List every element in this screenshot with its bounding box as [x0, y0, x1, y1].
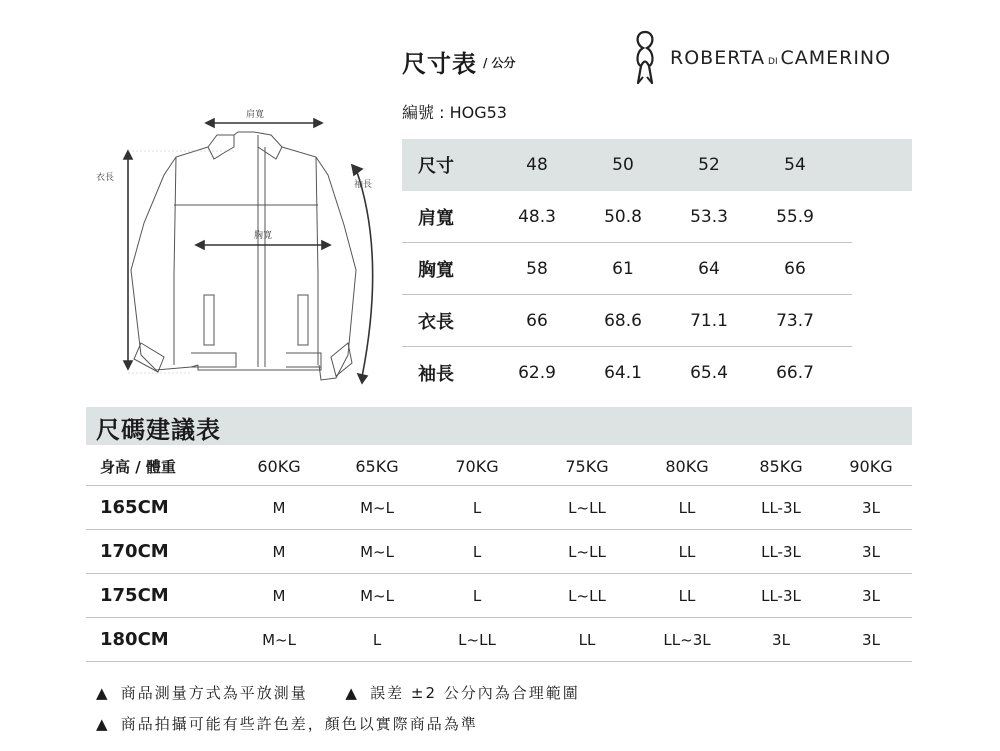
table-cell: LL-3L — [761, 542, 801, 561]
table-row — [86, 486, 912, 530]
table-cell: 53.3 — [690, 206, 728, 227]
table-cell: 66 — [784, 258, 806, 279]
row-label: 180CM — [100, 629, 169, 650]
table-cell: 3L — [862, 498, 880, 517]
table-cell: LL~3L — [663, 630, 711, 649]
table-row — [86, 530, 912, 574]
table-cell: L — [472, 498, 482, 517]
table-cell: 68.6 — [604, 310, 642, 331]
table-row — [86, 618, 912, 662]
row-label: 袖長 — [418, 363, 454, 385]
size-table — [402, 139, 912, 398]
size-header-cell: 48 — [526, 155, 548, 175]
table-cell: M~L — [360, 542, 394, 561]
table-cell: 3L — [772, 630, 790, 649]
note-text: 商品拍攝可能有些許色差，顏色以實際商品為準 — [120, 715, 478, 733]
recommendation-table — [86, 447, 912, 662]
table-cell: L — [472, 542, 482, 561]
chest-label: 胸寬 — [254, 231, 273, 241]
row-label: 衣長 — [418, 311, 454, 333]
table-cell: 71.1 — [690, 310, 728, 331]
table-cell: 65.4 — [690, 362, 728, 383]
table-cell: M~L — [262, 630, 296, 649]
brand-emblem-icon — [632, 30, 658, 85]
brand-name — [670, 47, 891, 69]
table-cell: 62.9 — [518, 362, 556, 383]
table-cell: M — [272, 542, 286, 561]
table-cell: 73.7 — [776, 310, 814, 331]
brand-name-di: DI — [765, 56, 781, 67]
header-cell: 70KG — [455, 456, 499, 476]
table-cell: M — [272, 586, 286, 605]
table-cell: L — [472, 586, 482, 605]
table-cell: 61 — [612, 258, 634, 279]
notes — [96, 678, 580, 740]
table-cell: LL — [578, 630, 596, 649]
header-cell: 65KG — [355, 456, 399, 476]
triangle-bullet-icon: ▲ — [96, 684, 110, 702]
size-table-header — [402, 139, 912, 191]
unit-label: / 公分 — [483, 56, 516, 70]
note-line — [96, 709, 580, 740]
table-row — [86, 574, 912, 618]
header-cell: 90KG — [849, 456, 893, 476]
table-cell: 3L — [862, 586, 880, 605]
header-label: 身高 / 體重 — [100, 457, 176, 476]
table-cell: LL — [678, 498, 696, 517]
table-cell: L~LL — [568, 498, 606, 517]
size-header-label: 尺寸 — [418, 156, 454, 177]
triangle-bullet-icon: ▲ — [345, 684, 359, 702]
header-cell: 60KG — [257, 456, 301, 476]
recommendation-header-row — [86, 447, 912, 486]
table-row — [402, 191, 852, 243]
table-cell: L~LL — [568, 542, 606, 561]
row-label: 胸寬 — [418, 259, 454, 281]
table-cell: 55.9 — [776, 206, 814, 227]
table-cell: 64 — [698, 258, 720, 279]
note-line — [96, 678, 580, 709]
table-cell: 3L — [862, 630, 880, 649]
length-label: 衣長 — [96, 173, 115, 183]
table-cell: LL-3L — [761, 586, 801, 605]
size-header-cell: 54 — [784, 155, 806, 175]
table-cell: 48.3 — [518, 206, 556, 227]
triangle-bullet-icon: ▲ — [96, 715, 110, 733]
table-row — [402, 295, 852, 347]
note-text: 商品測量方式為平放測量 — [120, 684, 308, 702]
table-cell: M~L — [360, 586, 394, 605]
table-cell: LL — [678, 542, 696, 561]
jacket-outline-icon — [86, 95, 396, 395]
size-header-cell: 52 — [698, 155, 720, 175]
row-label: 165CM — [100, 497, 169, 518]
table-cell: L~LL — [568, 586, 606, 605]
header-cell: 80KG — [665, 456, 709, 476]
note-text: 誤差 ±2 公分內為合理範圍 — [370, 684, 580, 702]
table-cell: LL — [678, 586, 696, 605]
header-cell: 85KG — [759, 456, 803, 476]
table-cell: L — [372, 630, 382, 649]
shoulder-label: 肩寬 — [246, 110, 265, 120]
table-cell: L~LL — [458, 630, 496, 649]
header-cell: 75KG — [565, 456, 609, 476]
row-label: 肩寬 — [418, 207, 454, 229]
table-cell: LL-3L — [761, 498, 801, 517]
sleeve-label: 袖長 — [354, 180, 373, 190]
brand-name-part1: ROBERTA — [670, 46, 766, 69]
product-code: 編號 : HOG53 — [402, 103, 507, 122]
row-label: 175CM — [100, 585, 169, 606]
table-cell: 3L — [862, 542, 880, 561]
table-cell: 58 — [526, 258, 548, 279]
row-label: 170CM — [100, 541, 169, 562]
table-row — [402, 243, 852, 295]
table-cell: 64.1 — [604, 362, 642, 383]
recommendation-title: 尺碼建議表 — [96, 416, 221, 444]
size-header-cell: 50 — [612, 155, 634, 175]
table-cell: 50.8 — [604, 206, 642, 227]
table-row — [402, 347, 852, 398]
table-cell: M~L — [360, 498, 394, 517]
table-cell: M — [272, 498, 286, 517]
page-title: 尺寸表 — [402, 50, 477, 78]
table-cell: 66.7 — [776, 362, 814, 383]
brand-logo-block — [632, 30, 891, 85]
jacket-measurement-diagram — [86, 95, 396, 395]
table-cell: 66 — [526, 310, 548, 331]
brand-name-part2: CAMERINO — [780, 46, 892, 69]
